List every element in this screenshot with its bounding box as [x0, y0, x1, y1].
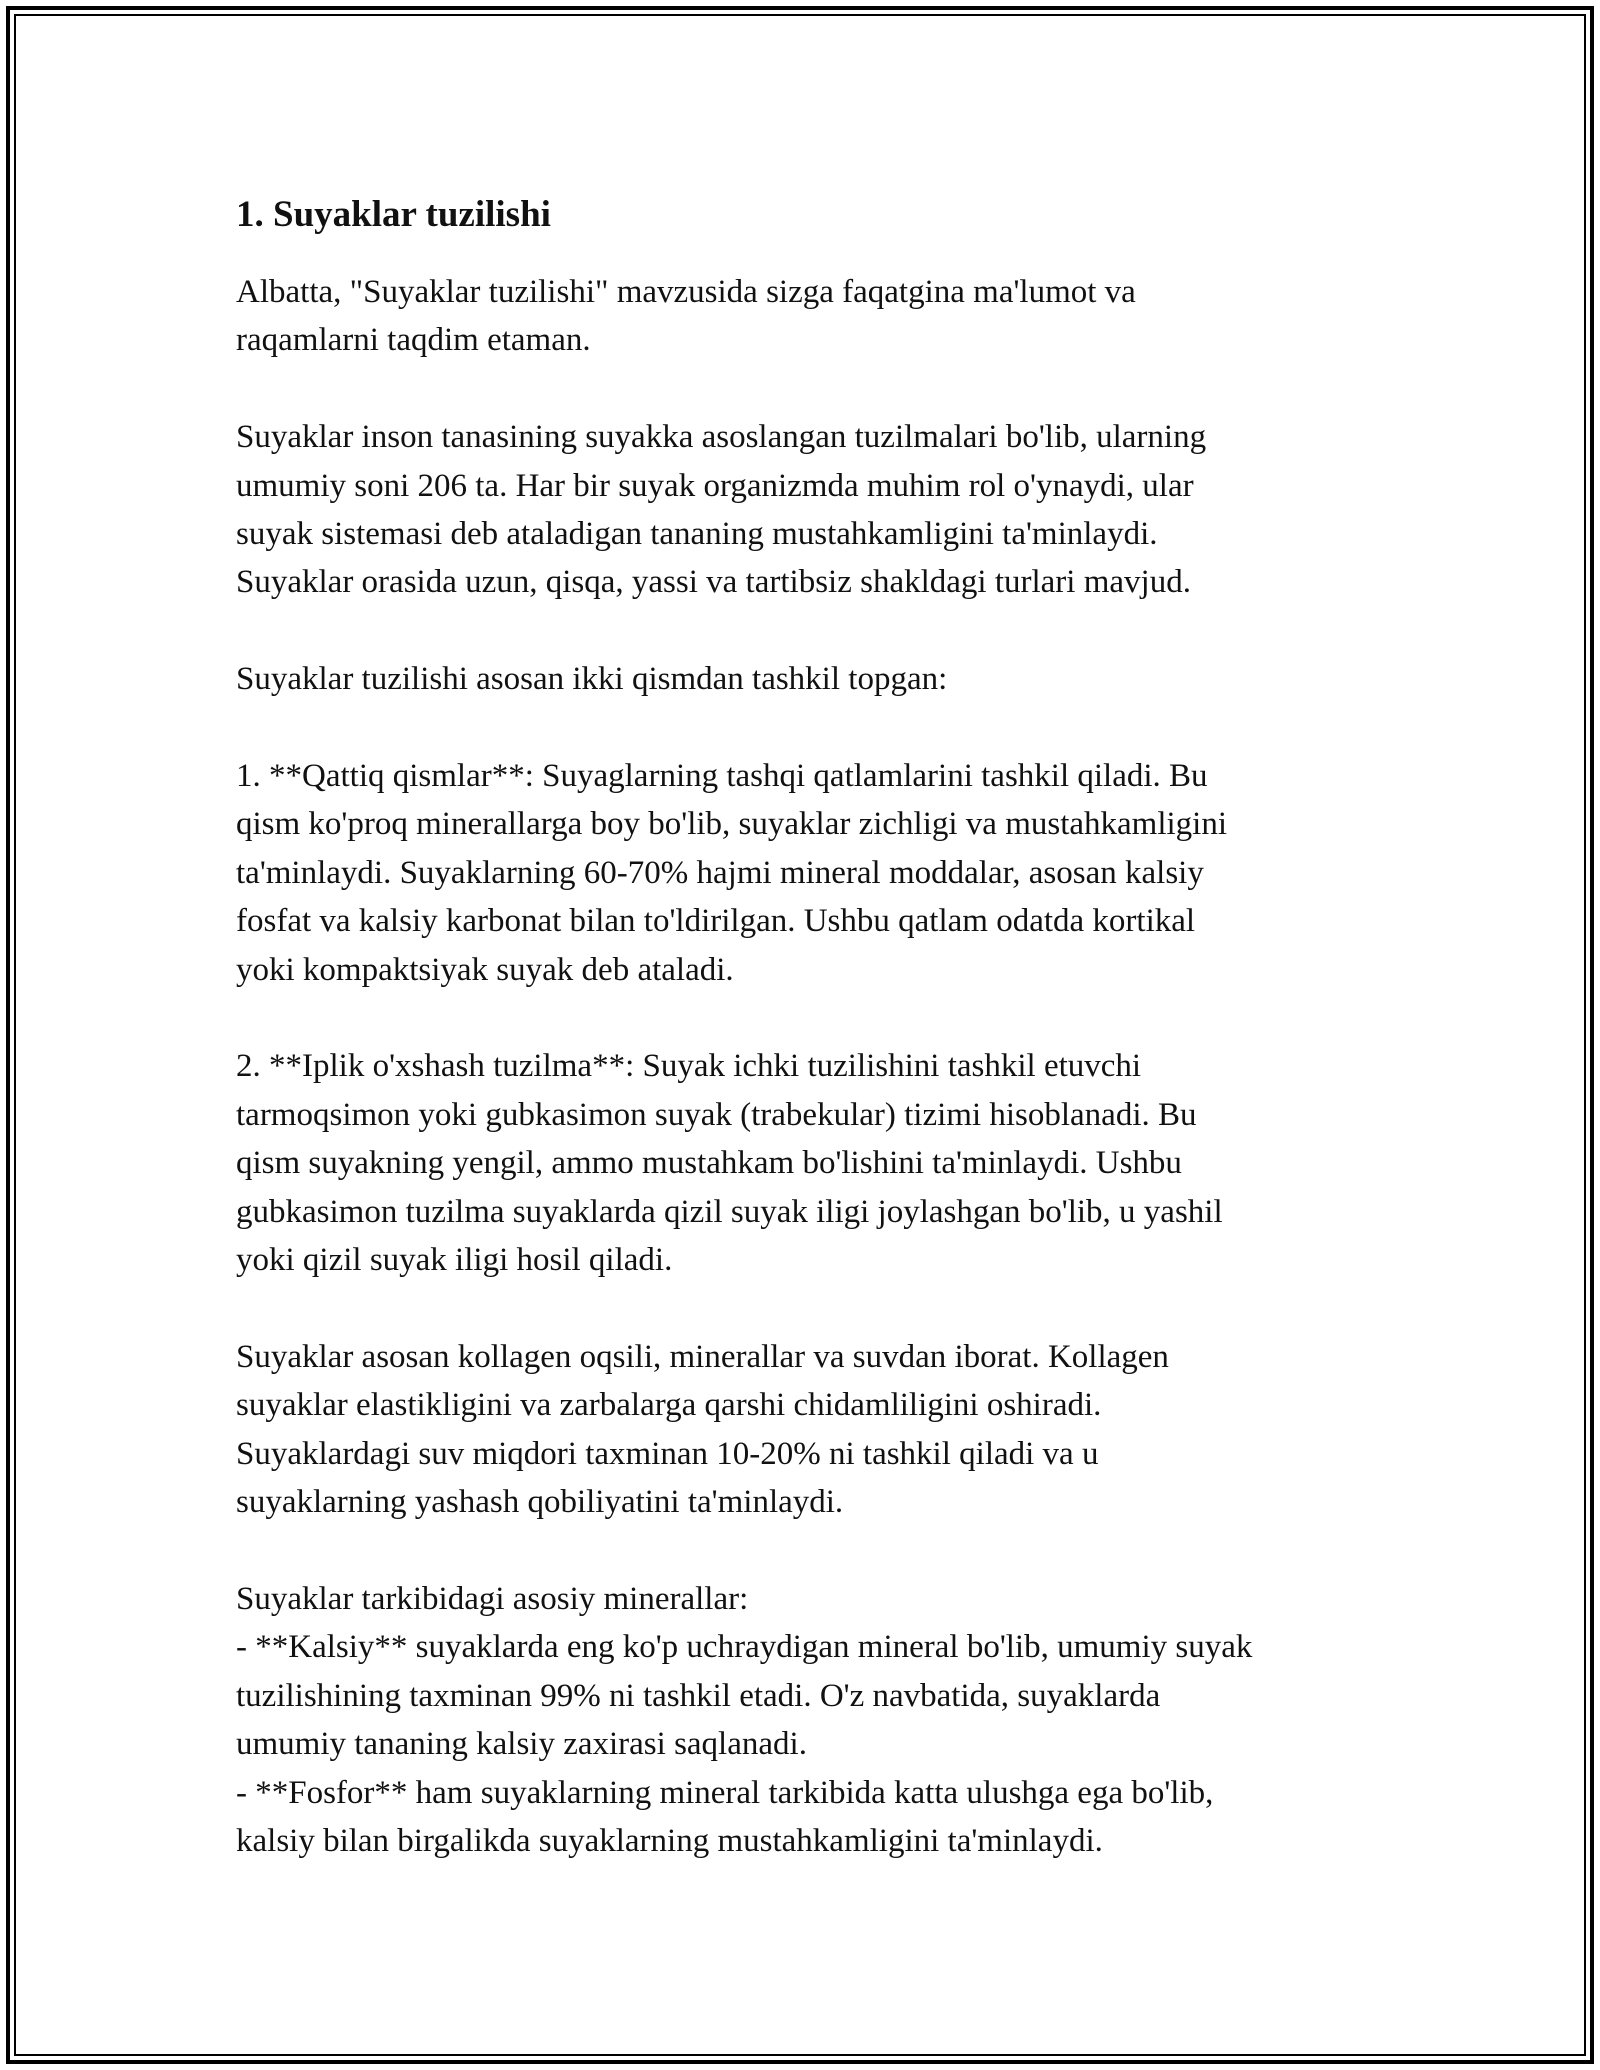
document-title: 1. Suyaklar tuzilishi	[236, 194, 551, 235]
paragraph-intro: Albatta, "Suyaklar tuzilishi" mavzusida sizga faqatgina ma'lumot va raqamlarni taqdim etaman.	[236, 274, 1136, 359]
paragraph-spongy-structure: 2. **Iplik o'xshash tuzilma**: Suyak ichki tuzilishini tashkil etuvchi tarmoqsimon yoki gubkasimon suyak (trabekular) tizimi hisoblanadi. Bu qism suyakning yengil, ammo mustahkam bo'lishini ta'minlaydi. Ushbu gubkasimon tuzilma suyaklarda qizil suyak iligi joylashgan bo'lib, u yashil yoki qizil suyak iligi hosil qiladi.	[236, 1048, 1223, 1279]
paragraph-overview: Suyaklar inson tanasining suyakka asoslangan tuzilmalari bo'lib, ularning umumiy soni 206 ta. Har bir suyak organizmda muhim rol o'ynaydi, ular suyak sistemasi deb ataladigan tananing mustahkamligini ta'minlaydi. Suyaklar orasida uzun, qisqa, yassi va tartibsiz shakldagi turlari mavjud.	[236, 419, 1207, 601]
paragraph-minerals: Suyaklar tarkibidagi asosiy minerallar: - **Kalsiy** suyaklarda eng ko'p uchraydigan mineral bo'lib, umumiy suyak tuzilishining taxminan 99% ni tashkil etadi. O'z navbatida, suyaklarda umumiy tananing kalsiy zaxirasi saqlanadi. - **Fosfor** ham suyaklarning mineral tarkibida katta ulushga ega bo'lib, kalsiy bilan birgalikda suyaklarning mustahkamligini ta'minlaydi.	[236, 1580, 1253, 1859]
paragraph-hard-parts: 1. **Qattiq qismlar**: Suyaglarning tashqi qatlamlarini tashkil qiladi. Bu qism ko'proq minerallarga boy bo'lib, suyaklar zichligi va mustahkamligini ta'minlaydi. Suyaklarning 60-70% hajmi mineral moddalar, asosan kalsiy fosfat va kalsiy karbonat bilan to'ldirilgan. Ushbu qatlam odatda kortikal yoki kompaktsiyak suyak deb ataladi.	[236, 758, 1228, 988]
paragraph-structure-lead: Suyaklar tuzilishi asosan ikki qismdan tashkil topgan:	[236, 661, 948, 698]
paragraph-composition: Suyaklar asosan kollagen oqsili, minerallar va suvdan iborat. Kollagen suyaklar elastikligini va zarbalarga qarshi chidamliligini oshiradi. Suyaklardagi suv miqdori taxminan 10-20% ni tashkil qiladi va u suyaklarning yashash qobiliyatini ta'minlaydi.	[236, 1338, 1169, 1521]
document-body	[236, 188, 1376, 1865]
